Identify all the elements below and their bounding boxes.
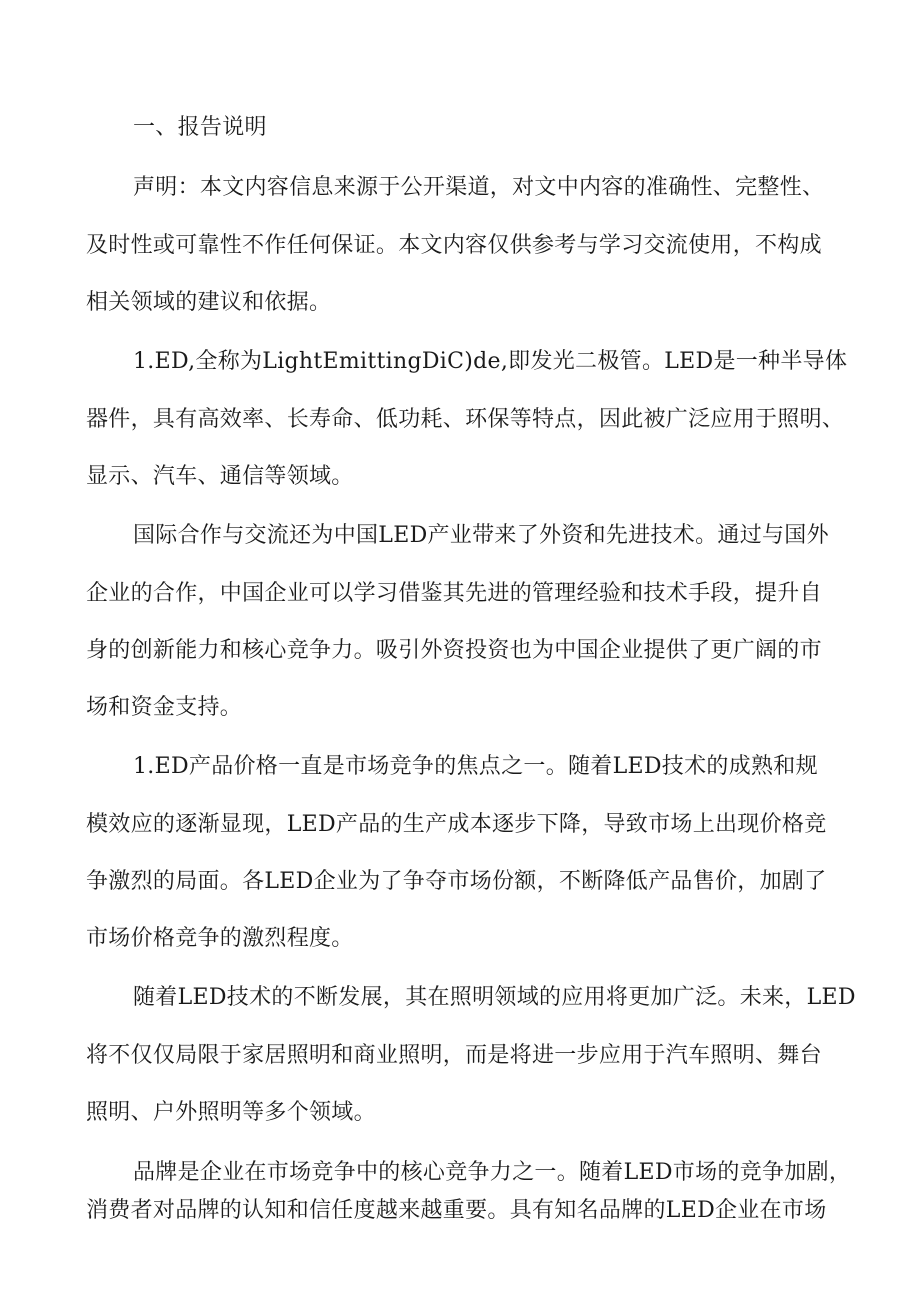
paragraph-line: 场和资金支持。 [86, 695, 243, 720]
paragraph-line: 品牌是企业在市场竞争中的核心竞争力之一。随着LED市场的竞争加剧， [133, 1160, 852, 1185]
paragraph-line: 及时性或可靠性不作任何保证。本文内容仅供参考与学习交流使用，不构成 [86, 233, 822, 258]
paragraph-line: 显示、汽车、通信等领域。 [86, 464, 354, 489]
paragraph-line: 消费者对品牌的认知和信任度越来越重要。具有知名品牌的LED企业在市场 [86, 1198, 827, 1223]
paragraph-line: 企业的合作，中国企业可以学习借鉴其先进的管理经验和技术手段，提升自 [86, 581, 822, 606]
paragraph-line: 1.ED,全称为LightEmittingDiC)de,即发光二极管。LED是一种半导体 [133, 349, 848, 374]
paragraph-line: 照明、户外照明等多个领域。 [86, 1100, 376, 1125]
paragraph-line: 身的创新能力和核心竞争力。吸引外资投资也为中国企业提供了更广阔的市 [86, 638, 822, 663]
paragraph-line: 相关领域的建议和依据。 [86, 290, 332, 315]
paragraph-line: 1.ED产品价格一直是市场竞争的焦点之一。随着LED技术的成熟和规 [133, 754, 818, 779]
paragraph-line: 将不仅仅局限于家居照明和商业照明，而是将进一步应用于汽车照明、舞台 [86, 1043, 822, 1068]
paragraph-line: 模效应的逐渐显现，LED产品的生产成本逐步下降，导致市场上出现价格竞 [86, 812, 827, 837]
paragraph-line: 国际合作与交流还为中国LED产业带来了外资和先进技术。通过与国外 [133, 523, 829, 548]
section-heading: 一、报告说明 [133, 115, 267, 140]
paragraph-line: 随着LED技术的不断发展，其在照明领域的应用将更加广泛。未来，LED [133, 985, 856, 1010]
paragraph-line: 声明：本文内容信息来源于公开渠道，对文中内容的准确性、完整性、 [133, 175, 825, 200]
paragraph-line: 争激烈的局面。各LED企业为了争夺市场份额，不断降低产品售价，加剧了 [86, 869, 827, 894]
paragraph-line: 器件，具有高效率、长寿命、低功耗、环保等特点，因此被广泛应用于照明、 [86, 407, 845, 432]
paragraph-line: 市场价格竞争的激烈程度。 [86, 926, 354, 951]
